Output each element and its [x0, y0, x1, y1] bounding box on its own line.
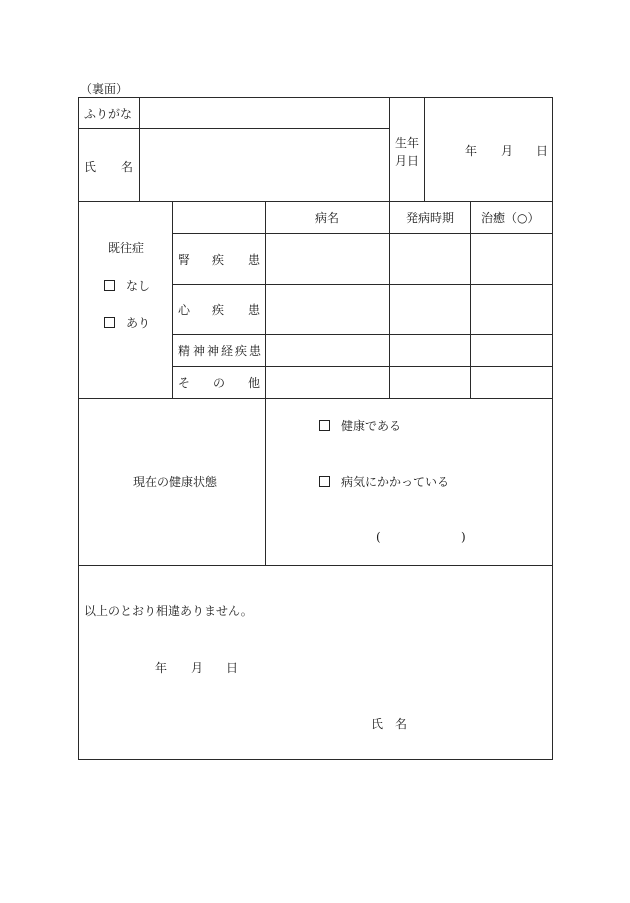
declaration-day-unit: 日	[226, 661, 239, 675]
birth-label-bottom: 月日	[395, 154, 420, 168]
row-label-char: 経	[221, 344, 234, 358]
checkbox-square-icon	[319, 420, 330, 431]
table-left-border	[78, 97, 79, 760]
checkbox-square-icon	[104, 280, 115, 291]
other-cured-cell[interactable]	[471, 367, 551, 397]
history-label-divider	[172, 201, 173, 398]
personal-bottom-divider	[78, 201, 553, 202]
health-section-label: 現在の健康状態	[133, 475, 218, 489]
kidney-disease-name-cell[interactable]	[266, 234, 388, 283]
sick-checkbox[interactable]	[319, 476, 330, 490]
name-input[interactable]	[140, 129, 388, 200]
sick-option-label: 病気にかかっている	[341, 475, 450, 489]
row-label-char: 患	[249, 344, 262, 358]
illness-detail-input[interactable]	[384, 526, 458, 548]
history-bottom-divider	[78, 398, 553, 399]
other-disease-name-cell[interactable]	[266, 367, 388, 397]
neuro-disease-name-cell[interactable]	[266, 335, 388, 365]
heart-onset-cell[interactable]	[390, 285, 469, 333]
declaration-year-unit: 年	[155, 661, 168, 675]
other-onset-cell[interactable]	[390, 367, 469, 397]
furigana-label: ふりがな	[84, 107, 133, 121]
row-label-char: そ	[178, 376, 191, 390]
declaration-name-label-first: 氏	[371, 717, 384, 731]
birth-year-unit: 年	[465, 144, 478, 158]
name-label-first: 氏	[84, 160, 97, 174]
col-header-onset: 発病時期	[406, 211, 455, 225]
healthy-checkbox[interactable]	[319, 420, 330, 434]
row-label-char: 疾	[212, 303, 225, 317]
row-label-char: の	[213, 376, 226, 390]
history-section-label: 既往症	[108, 241, 145, 255]
signature-input[interactable]	[412, 708, 546, 738]
birth-label-top: 生年	[395, 136, 420, 150]
healthy-option-label: 健康である	[341, 419, 402, 433]
illness-paren-close: )	[461, 530, 466, 544]
col-header-disease-name: 病名	[315, 211, 340, 225]
name-label-second: 名	[121, 160, 134, 174]
birthdate-input[interactable]	[425, 98, 551, 200]
row-label-char: 神	[207, 344, 220, 358]
col-header-cured: 治癒（○）	[481, 211, 540, 225]
furigana-input[interactable]	[140, 98, 388, 127]
table-right-border	[552, 97, 553, 760]
kidney-onset-cell[interactable]	[390, 234, 469, 283]
checkbox-square-icon	[104, 317, 115, 328]
checkbox-square-icon	[319, 476, 330, 487]
neuro-cured-cell[interactable]	[471, 335, 551, 365]
declaration-name-label-second: 名	[395, 717, 408, 731]
birth-day-unit: 日	[536, 144, 549, 158]
history-yes-label: あり	[126, 316, 151, 330]
row-label-char: 精	[178, 344, 191, 358]
health-bottom-divider	[78, 565, 553, 566]
heart-cured-cell[interactable]	[471, 285, 551, 333]
history-none-checkbox[interactable]	[104, 280, 115, 294]
row-label-char: 疾	[235, 344, 248, 358]
row-label-char: 心	[178, 303, 191, 317]
row-label-char: 患	[248, 253, 261, 267]
heart-disease-name-cell[interactable]	[266, 285, 388, 333]
row-label-char: 疾	[212, 253, 225, 267]
row-label-char: 患	[248, 303, 261, 317]
side-label: （裏面）	[80, 82, 129, 96]
row-label-char: 他	[248, 376, 261, 390]
birth-month-unit: 月	[501, 144, 514, 158]
row-label-char: 神	[193, 344, 206, 358]
history-none-label: なし	[126, 279, 151, 293]
table-bottom-border	[78, 759, 553, 760]
neuro-onset-cell[interactable]	[390, 335, 469, 365]
declaration-month-unit: 月	[191, 661, 204, 675]
declaration-statement: 以上のとおり相違ありません。	[84, 604, 253, 618]
kidney-cured-cell[interactable]	[471, 234, 551, 283]
row-label-char: 腎	[178, 253, 191, 267]
birth-left-divider	[389, 97, 390, 201]
declaration-date-input[interactable]	[100, 652, 245, 682]
history-yes-checkbox[interactable]	[104, 317, 115, 331]
illness-paren-open: (	[376, 530, 381, 544]
